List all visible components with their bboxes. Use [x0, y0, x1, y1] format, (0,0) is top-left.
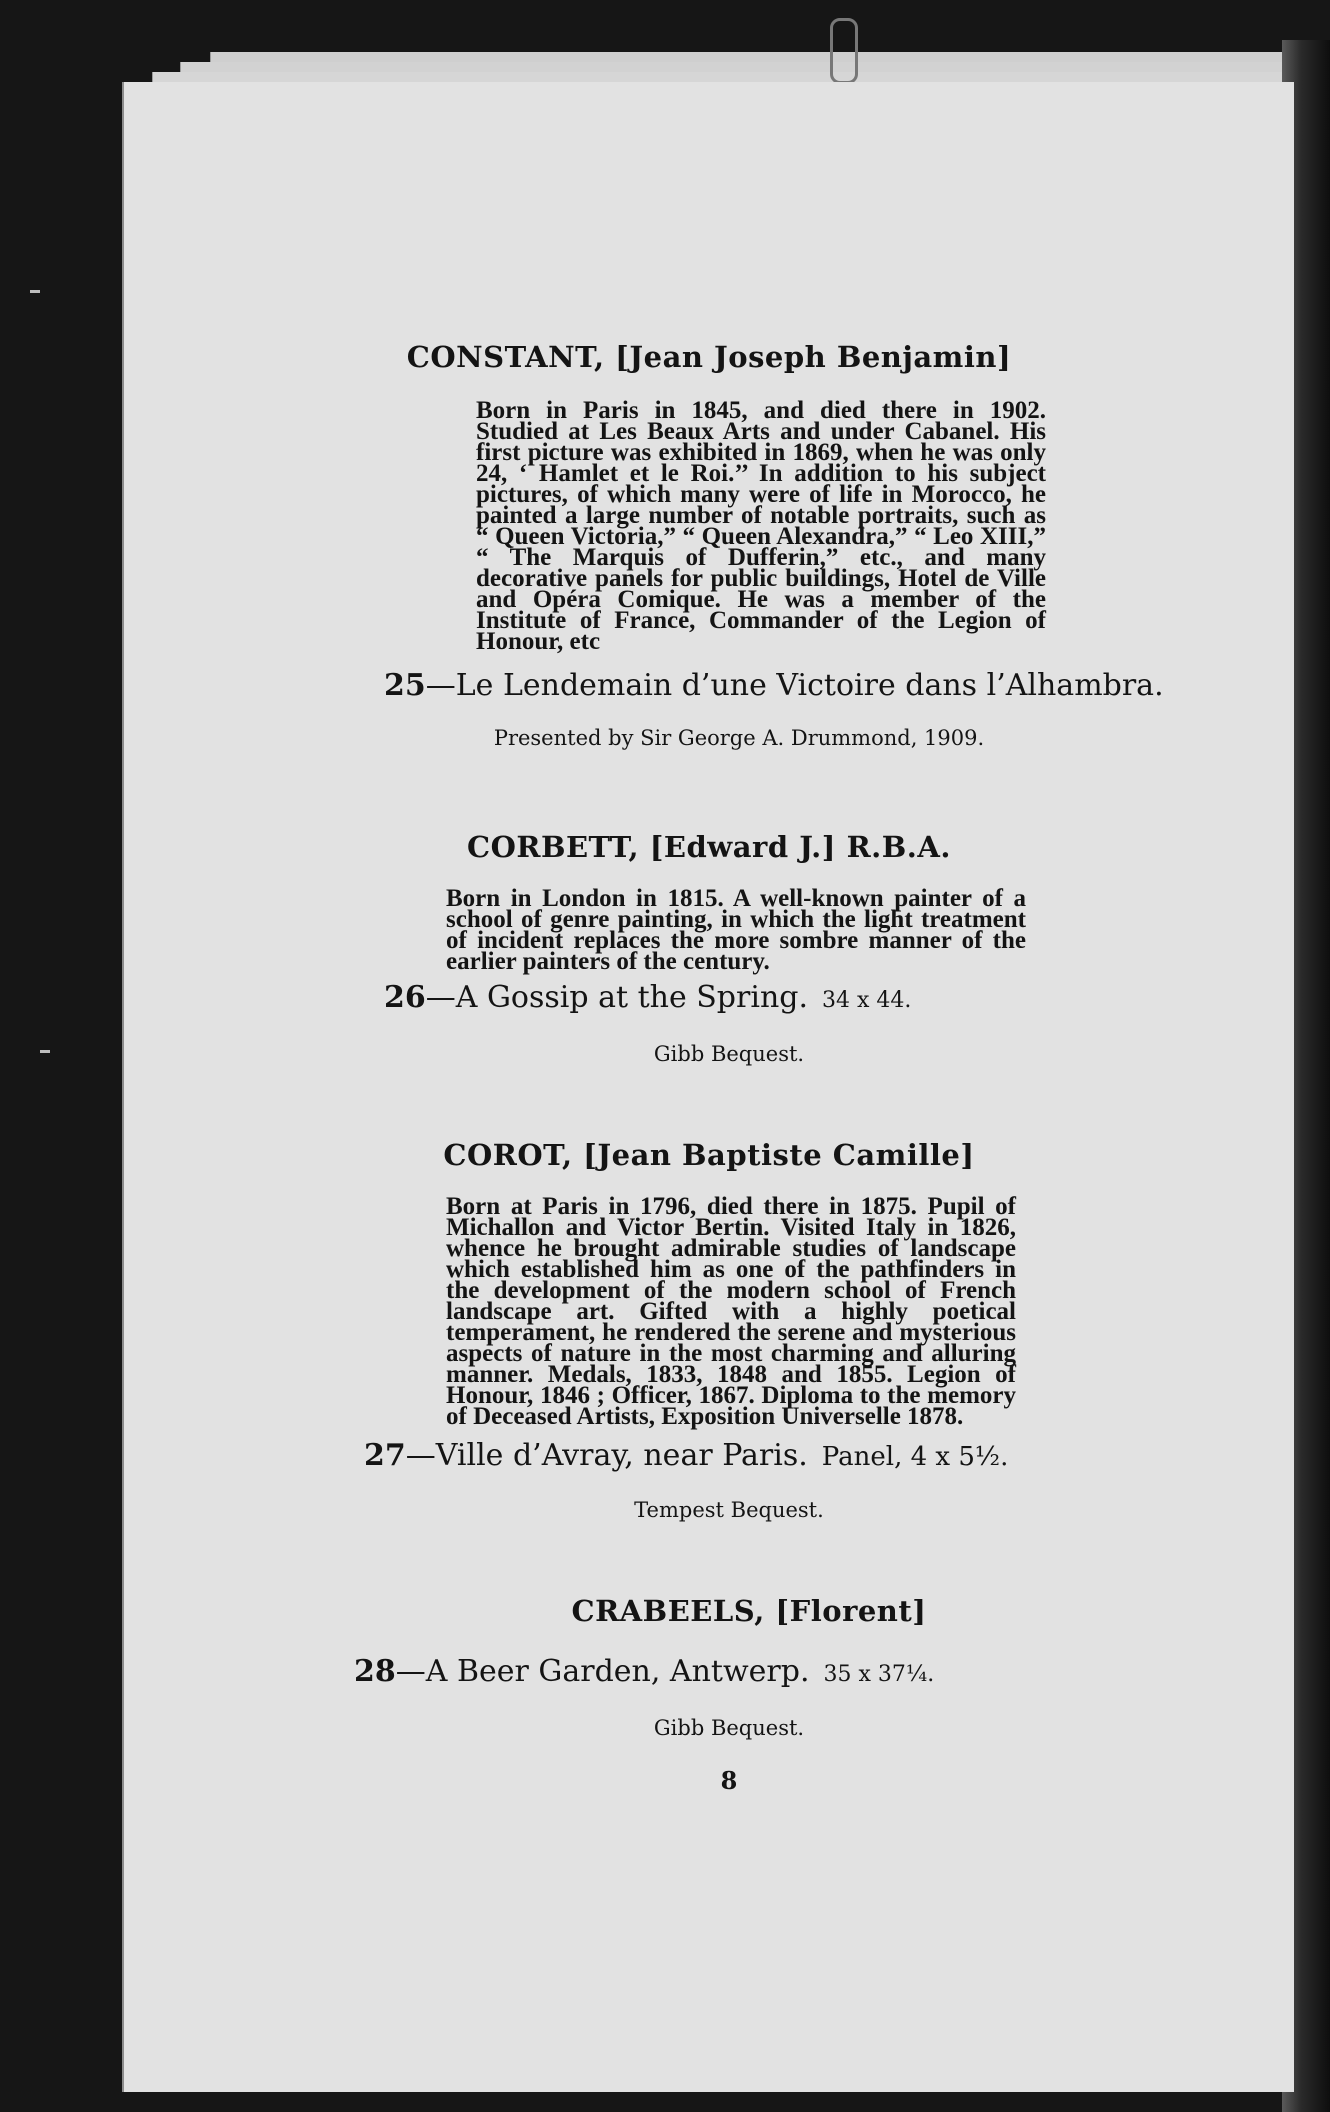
- artist-biography: [424, 1193, 1016, 1430]
- entry-dimensions: Panel, 4 x 5½.: [821, 1442, 1009, 1472]
- paper-clip-icon: [830, 18, 858, 84]
- entry-title: A Gossip at the Spring.: [455, 980, 809, 1015]
- artist-heading: COROT, [Jean Baptiste Camille]: [443, 1138, 975, 1172]
- artist-heading: CRABEELS, [Florent]: [571, 1594, 927, 1628]
- catalogue-entry: [384, 668, 1164, 703]
- artist-heading: CORBETT, [Edward J.] R.B.A.: [467, 830, 951, 864]
- artist-heading: CONSTANT, [Jean Joseph Benjamin]: [406, 340, 1012, 374]
- entry-dash: —: [425, 980, 456, 1015]
- entry-number: 28: [354, 1654, 396, 1689]
- catalogue-entry: [384, 980, 911, 1015]
- entry-dash: —: [395, 1654, 426, 1689]
- biography-text: Born in Paris in 1845, and died there in 1902. Studied at Les Beaux Arts and under Cabanel. His first picture was exhibited in 1869, when he was only 24, ‘ Hamlet et le Roi.’’ In addition to his subject pictures, of which many were of life in Morocco, he painted a large number of notable portraits, such as “ Queen Victoria,” “ Queen Alexandra,” “ Leo XIII,” “ The Marquis of Dufferin,” etc., and many decorative panels for public buildings, Hotel de Ville and Opéra Comique. He was a member of the Institute of France, Commander of the Legion of Honour, etc: [476, 397, 1046, 655]
- entry-provenance: Gibb Bequest.: [653, 1716, 805, 1740]
- biography-text: Born at Paris in 1796, died there in 1875. Pupil of Michallon and Victor Bertin. Visited Italy in 1826, whence he brought admirable studies of landscape which established him as one of the pathfinders in the development of the modern school of French landscape art. Gifted with a highly poetical temperament, he rendered the serene and mysterious aspects of nature in the most charming and alluring manner. Medals, 1833, 1848 and 1855. Legion of Honour, 1846 ; Officer, 1867. Diploma to the memory of Deceased Artists, Exposition Universelle 1878.: [446, 1193, 1016, 1430]
- entry-number: 25: [384, 668, 426, 703]
- scan-artifact: [30, 290, 40, 293]
- catalogue-page: [122, 82, 1294, 2092]
- entry-dash: —: [425, 668, 456, 703]
- artist-biography: [424, 885, 1026, 975]
- entry-title: Ville d’Avray, near Paris.: [435, 1438, 808, 1473]
- scan-artifact: [40, 1050, 50, 1053]
- catalogue-entry: [354, 1654, 934, 1689]
- biography-text: Born in London in 1815. A well-known painter of a school of genre painting, in which the light treatment of incident replaces the more sombre manner of the earlier painters of the century.: [446, 885, 1026, 975]
- entry-provenance: Tempest Bequest.: [634, 1498, 824, 1522]
- entry-provenance: Gibb Bequest.: [653, 1042, 805, 1066]
- entry-title: A Beer Garden, Antwerp.: [425, 1654, 810, 1689]
- catalogue-entry: [364, 1438, 1008, 1473]
- page-number: 8: [720, 1766, 738, 1795]
- entry-dimensions: 35 x 37¼.: [823, 1662, 935, 1687]
- entry-dimensions: 34 x 44.: [822, 988, 912, 1013]
- entry-number: 26: [384, 980, 426, 1015]
- entry-dash: —: [405, 1438, 436, 1473]
- entry-title: Le Lendemain d’une Victoire dans l’Alhambra.: [455, 668, 1164, 703]
- artist-biography: [454, 397, 1046, 655]
- entry-provenance: Presented by Sir George A. Drummond, 1909.: [493, 726, 985, 750]
- entry-number: 27: [364, 1438, 406, 1473]
